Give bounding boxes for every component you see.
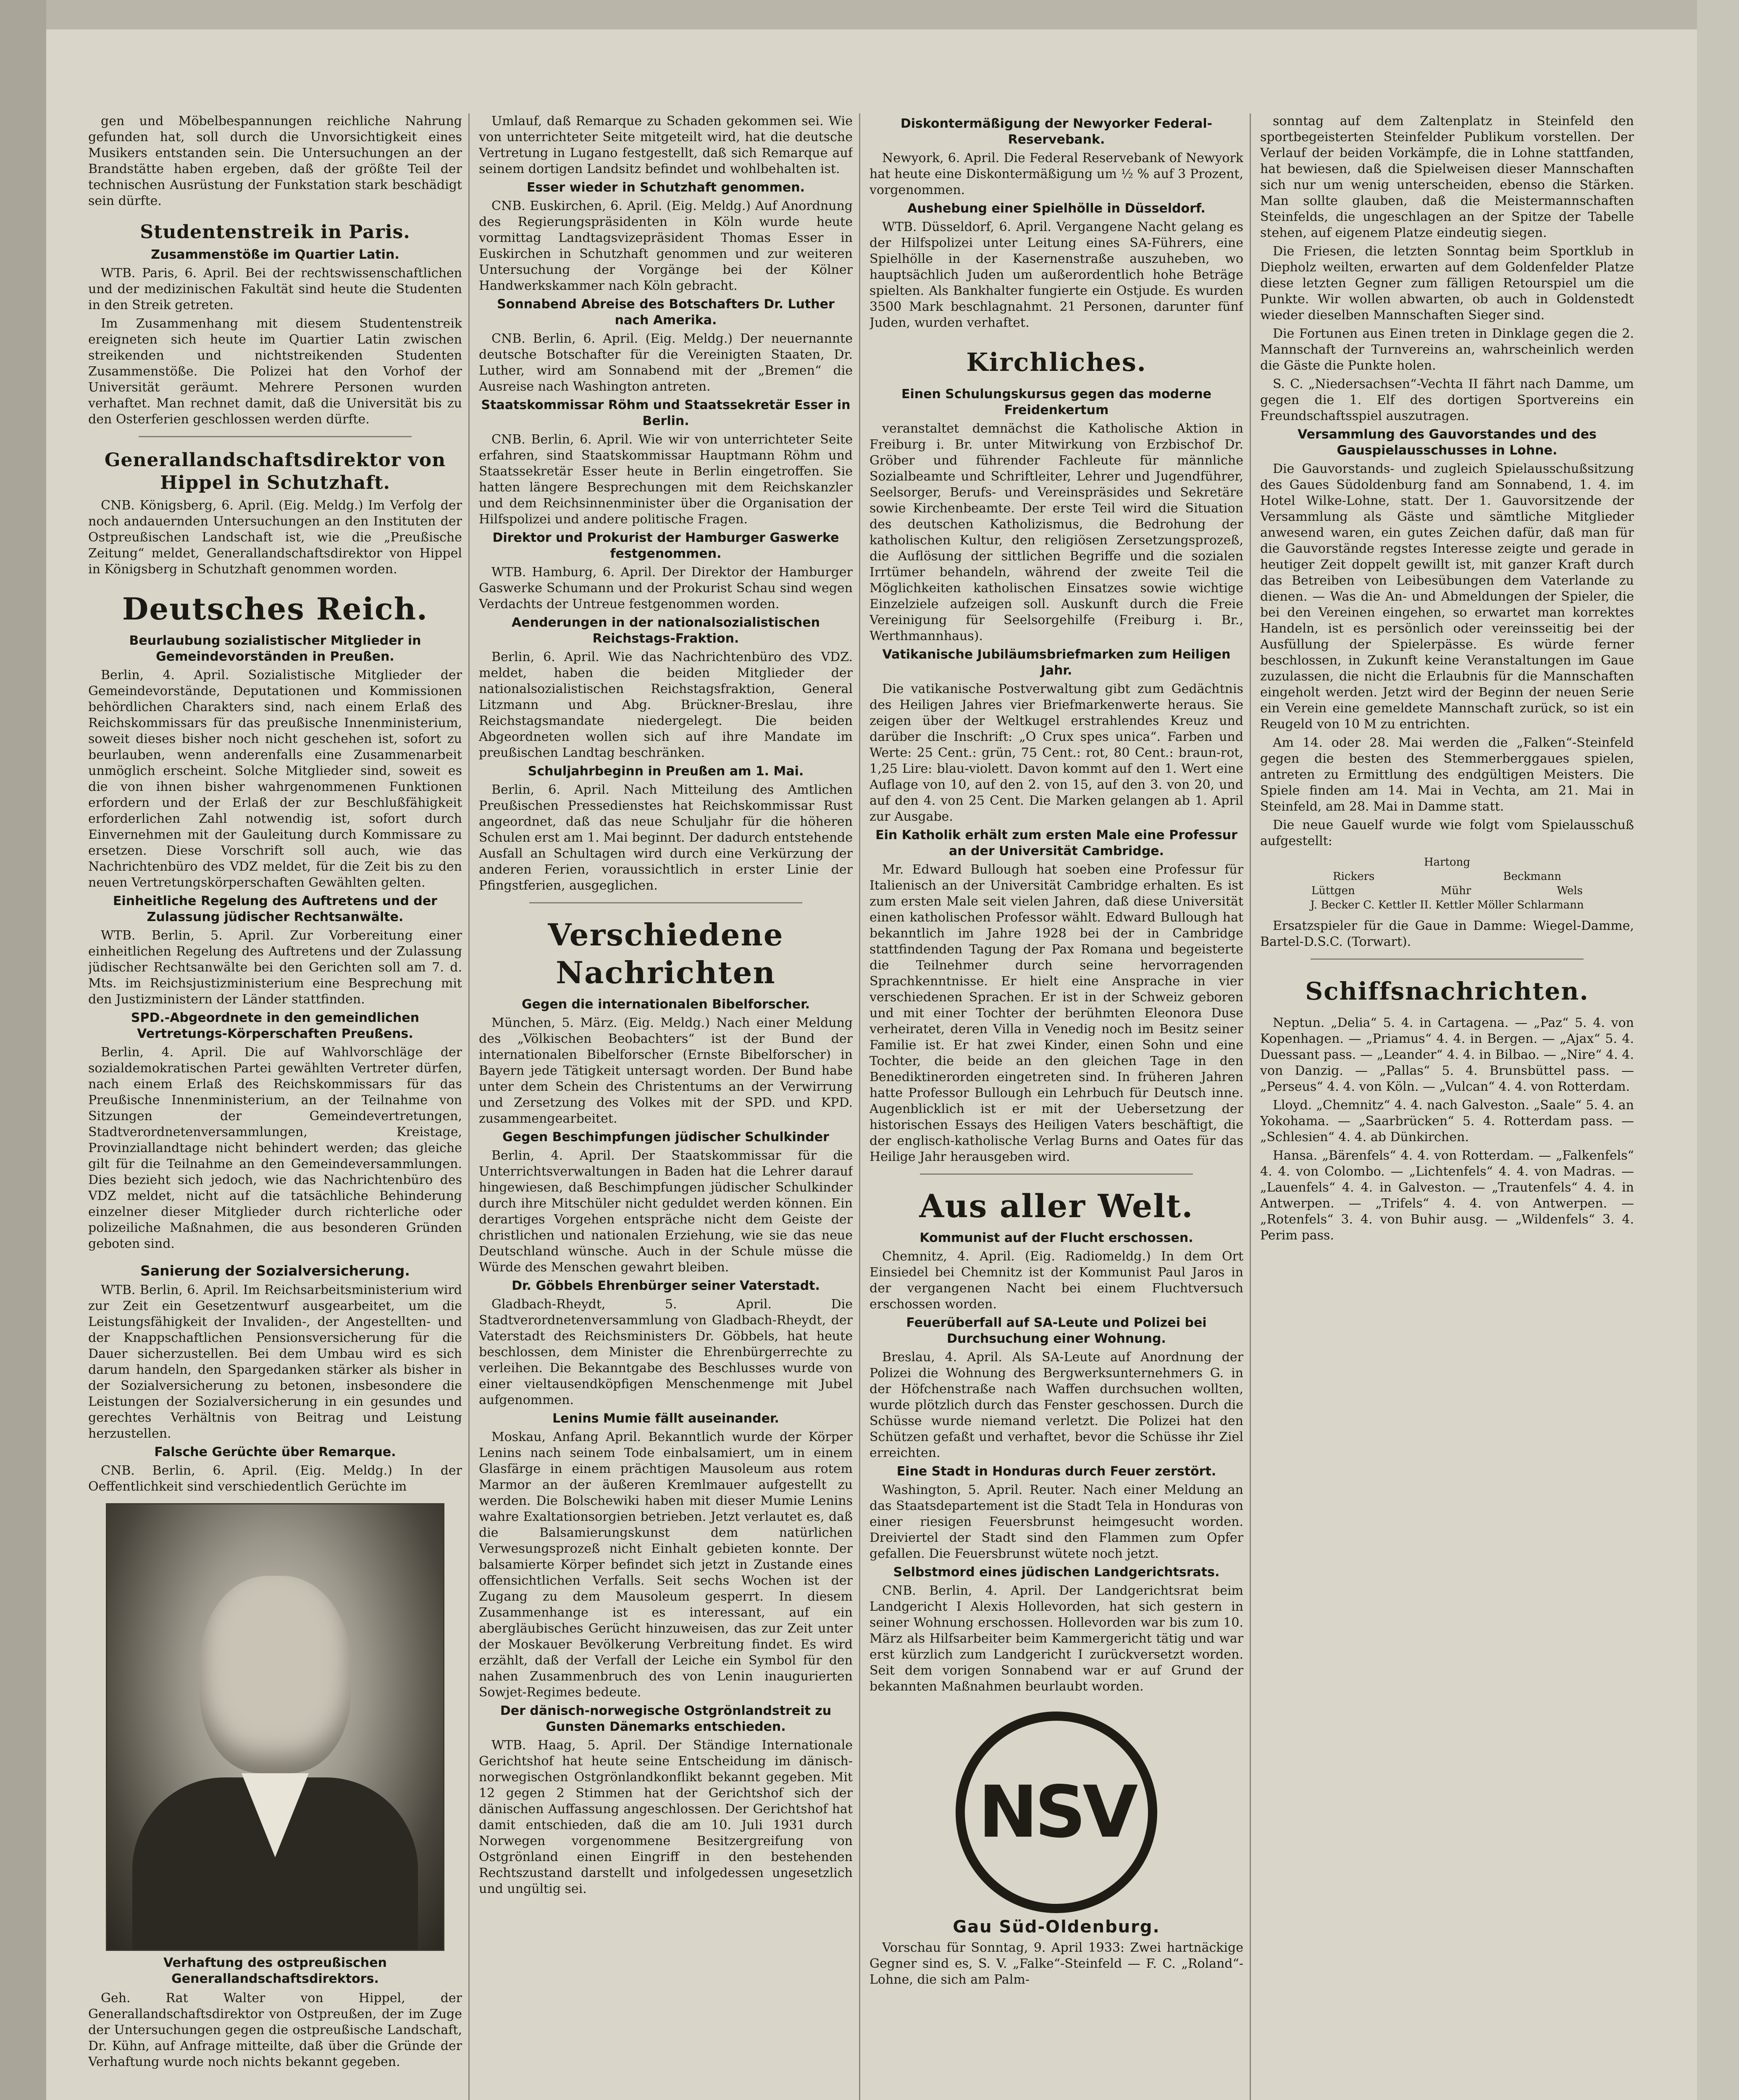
subheadline: Zusammenstöße im Quartier Latin. bbox=[151, 247, 399, 262]
subheadline: Esser wieder in Schutzhaft genommen. bbox=[526, 180, 805, 195]
article-text: Vorschau für Sonntag, 9. April 1933: Zwei hartnäckige Gegner sind es, S. V. „Falke“-Steinfeld — F. C. „Roland“-Lohne, die sich am Palm- bbox=[870, 1940, 1243, 1987]
section-title: Aus aller Welt. bbox=[919, 1187, 1194, 1225]
subheadline: Lenins Mumie fällt auseinander. bbox=[552, 1411, 779, 1426]
subheadline: Sonnabend Abreise des Botschafters Dr. Luther nach Amerika. bbox=[497, 297, 835, 328]
article-text: CNB. Berlin, 4. April. Der Landgerichtsrat beim Landgericht I Alexis Hollevorden, hat sich gestern in seiner Wohnung erschossen. Hollevorden war bis zum 10. März als Hilfsarbeiter beim Kammergericht tätig und war erst kürzlich zum Landgericht I zurückversetzt worden. Seit dem vorigen Sonnabend war er auf Grund der bekannten Maßnahmen beurlaubt worden. bbox=[870, 1583, 1243, 1694]
column-rule bbox=[1250, 113, 1251, 2100]
headline: Generallandschaftsdirektor von Hippel in Schutzhaft. bbox=[104, 449, 446, 494]
article-text: Hansa. „Bärenfels“ 4. 4. von Rotterdam. — „Falkenfels“ 4. 4. von Colombo. — „Lichtenfels“ 4. 4. von Madras. — „Lauenfels“ 4. 4. in Galveston. — „Trautenfels“ 4. 4. in Antwerpen. — „Trifels“ 4. 4. von Antwerpen. — „Rotenfels“ 3. 4. von Buhir ausg. — „Wildenfels“ 3. 4. Perim pass. bbox=[1260, 1148, 1634, 1243]
subheadline: Eine Stadt in Honduras durch Feuer zerstört. bbox=[896, 1464, 1216, 1479]
article-text: Berlin, 4. April. Die auf Wahlvorschläge der sozialdemokratischen Partei gewählten Vertreter dürfen, nach einem Erlaß des Reichskommissars für das Preußische Innenministerium, an der Teilnahme von Sitzungen der Gemeindevertretungen, Stadtverordnetenversammlungen, Kreistage, Provinziallandtage nicht behindert werden; das gleiche gilt für die Teilnahme an den Gemeindeversammlungen. Dies bezieht sich jedoch, wie das Nachrichtenbüro des VDZ meldet, nicht auf die tatsächliche Behinderung einzelner dieser Mitglieder durch richterliche oder polizeiliche Maßnahmen, die aus besonderen Gründen geboten sind. bbox=[88, 1045, 462, 1251]
headline: Studentenstreik in Paris. bbox=[140, 221, 410, 243]
subheadline: Aenderungen in der nationalsozialistischen Reichstags-Fraktion. bbox=[512, 615, 820, 646]
article-text: WTB. Berlin, 6. April. Im Reichsarbeitsministerium wird zur Zeit ein Gesetzentwurf ausgearbeitet, um die Leistungsfähigkeit der Invaliden-, der Angestellten- und der Knappschaftlichen Pensionsversicherung für die Dauer sicherzustellen. Bei dem Umbau wird es sich darum handeln, den Spargedanken stärker als bisher in der Sozialversicherung zu betonen, insbesondere die Leistungen der Sozialversicherung in ein gesundes und gerechtes Verhältnis von Beitrag und Leistung herzustellen. bbox=[88, 1283, 462, 1441]
column-4 bbox=[1260, 113, 1634, 2100]
subheadline: Schuljahrbeginn in Preußen am 1. Mai. bbox=[528, 764, 804, 779]
nsv-logo bbox=[956, 1712, 1157, 1913]
team-player: Lüttgen bbox=[1311, 885, 1355, 897]
article-text: Umlauf, daß Remarque zu Schaden gekommen sei. Wie von unterrichteter Seite mitgeteilt wird, hat die deutsche Vertretung in Lugano festgestellt, daß sich Remarque auf seinem dortigen Landsitz befindet und wohlbehalten ist. bbox=[479, 114, 853, 176]
article-text: Chemnitz, 4. April. (Eig. Radiomeldg.) In dem Ort Einsiedel bei Chemnitz ist der Kommunist Paul Jaros in der vergangenen Nacht bei einem Fluchtversuch erschossen worden. bbox=[870, 1249, 1243, 1312]
logo-caption: Gau Süd-Oldenburg. bbox=[953, 1917, 1160, 1937]
newspaper-page bbox=[46, 29, 1697, 2100]
article-text: veranstaltet demnächst die Katholische Aktion in Freiburg i. Br. unter Mitwirkung von Erzbischof Dr. Gröber und führender Fachleute für männliche Sozialbeamte und Schriftleiter, Lehrer und Jugendführer, Seelsorger, Berufs- und Vereinspräsides und Sekretäre sowie Kirchenbeamte. Der erste Teil wird die Situation des deutschen Katholizismus, die Bedrohung der katholischen Kultur, den religiösen Zersetzungsprozeß, die Auflösung der sittlichen Begriffe und die sozialen Irrtümer behandeln, während der zweite Teil die Möglichkeiten katholischen Einsatzes sowie wichtige Einzelziele aufzeigen soll. Auskunft durch die Freie Vereinigung für Seelsorgehilfe (Freiburg i. Br., Werthmannhaus). bbox=[870, 421, 1243, 643]
section-title: Kirchliches. bbox=[966, 348, 1147, 377]
subheadline: Einen Schulungskursus gegen das moderne Freidenkertum bbox=[901, 387, 1211, 417]
headline: Sanierung der Sozialversicherung. bbox=[140, 1263, 410, 1279]
team-player: Wels bbox=[1557, 885, 1583, 897]
team-player: J. Becker C. Kettler II. Kettler Möller Schlarmann bbox=[1310, 899, 1584, 911]
section-title: Deutsches Reich. bbox=[122, 591, 428, 627]
subheadline: Vatikanische Jubiläumsbriefmarken zum Heiligen Jahr. bbox=[882, 647, 1231, 678]
article-text: Moskau, Anfang April. Bekanntlich wurde der Körper Lenins nach seinem Tode einbalsamiert, um in einem Glasfärge in einem prächtigen Mausoleum aus rotem Marmor an der äußeren Kremlmauer aufgestellt zu werden. Die Bolschewiki haben mit dieser Mumie Lenins wahre Exaltationsorgien betrieben. Jetzt verlautet es, daß die Balsamierungskunst dem natürlichen Verwesungsprozeß nicht Einhalt gebieten konnte. Der balsamierte Körper befindet sich jetzt in Zustande eines offensichtlichen Verfalls. Seit sechs Wochen ist der Zugang zu dem Mausoleum gesperrt. In diesem Zusammenhange ist es interessant, auf ein abergläubisches Gerücht hinzuweisen, das zur Zeit unter der Moskauer Bevölkerung Verbreitung findet. Es wird erzählt, daß der Verfall der Leiche ein Symbol für den nahen Zusammenbruch des von Lenin inaugurierten Sowjet-Regimes bedeute. bbox=[479, 1430, 853, 1700]
column-3 bbox=[870, 113, 1243, 2100]
team-player: Mühr bbox=[1440, 885, 1471, 897]
subheadline: Der dänisch-norwegische Ostgrönlandstreit zu Gunsten Dänemarks entschieden. bbox=[500, 1704, 832, 1734]
article-text: Ersatzspieler für die Gaue in Damme: Wiegel-Damme, Bartel-D.S.C. (Torwart). bbox=[1260, 919, 1634, 949]
team-player: Beckmann bbox=[1503, 870, 1561, 883]
column-1 bbox=[88, 113, 462, 2100]
article-text: Washington, 5. April. Reuter. Nach einer Meldung an das Staatsdepartement ist die Stadt Tela in Honduras von einer riesigen Feuersbrunst heimgesucht worden. Dreiviertel der Stadt sind den Flammen zum Opfer gefallen. Die Feuersbrunst wütete noch jetzt. bbox=[870, 1483, 1243, 1561]
logo-text: NSV bbox=[978, 1771, 1135, 1854]
article-text: CNB. Königsberg, 6. April. (Eig. Meldg.) Im Verfolg der noch andauernden Untersuchungen an den Instituten der Ostpreußischen Landschaft ist, wie die „Preußische Zeitung“ meldet, Generallandschaftsdirektor von Hippel in Königsberg in Schutzhaft genommen worden. bbox=[88, 498, 462, 577]
subheadline: Kommunist auf der Flucht erschossen. bbox=[919, 1231, 1193, 1245]
article-text: Mr. Edward Bullough hat soeben eine Professur für Italienisch an der Universität Cambridge erhalten. Es ist zum ersten Male seit vielen Jahren, daß diese Universität einen katholischen Professor wählt. Edward Bullough hat bekanntlich im Jahre 1928 bei der in Cambridge stattfindenden Tagung der Pax Romana und begeisterte die Teilnehmer durch seine hervorragenden Sprachkenntnisse. Er hielt eine Ansprache in vier verschiedenen Sprachen. Er ist in der Schweiz geboren und mit einer Tochter der berühmten Eleonora Duse verheiratet, deren Villa in Venedig noch im Besitz seiner Familie ist. Er hat zwei Kinder, einen Sohn und eine Tochter, die beide an den gleichen Tage in den Benediktinerorden eingetreten sind. In früheren Jahren hatte Professor Bullough ein Lehrbuch für Deutsch inne. Augenblicklich ist er mit der Uebersetzung der historischen Essays des Heiligen Vaters beschäftigt, die der englisch-katholische Verlag Burns and Oates für das Heilige Jahr herausgeben wird. bbox=[870, 862, 1243, 1164]
article-text: Berlin, 4. April. Der Staatskommissar für die Unterrichtsverwaltungen in Baden hat die Lehrer darauf hingewiesen, daß Beschimpfungen jüdischer Schulkinder durch ihre Mitschüler nicht geduldet werden können. Ein derartiges Vorgehen entspräche nicht dem Geiste der christlichen und nationalen Erziehung, wie sie das neue Deutschland wünsche. Auch in der Schule müsse die Würde des Menschen gewahrt bleiben. bbox=[479, 1148, 853, 1275]
article-text: CNB. Euskirchen, 6. April. (Eig. Meldg.) Auf Anordnung des Regierungspräsidenten in Köln wurde heute vormittag Landtagsvizepräsident Thomas Esser in Euskirchen in Schutzhaft genommen und zur weiteren Untersuchung der Vorgänge bei der Kölner Handwerkskammer nach Köln gebracht. bbox=[479, 199, 853, 293]
article-text: Die Fortunen aus Einen treten in Dinklage gegen die 2. Mannschaft der Turnvereins an, wahrscheinlich werden die Gäste die Punkte holen. bbox=[1260, 326, 1634, 373]
article-text: gen und Möbelbespannungen reichliche Nahrung gefunden hat, soll durch die Unvorsichtigkeit eines Musikers entstanden sein. Die Untersuchungen an der Brandstätte haben ergeben, daß der größte Teil der technischen Ausrüstung der Funkstation stark beschädigt sein dürfte. bbox=[88, 114, 462, 208]
column-rule bbox=[859, 113, 860, 2100]
article-text: Berlin, 6. April. Nach Mitteilung des Amtlichen Preußischen Pressedienstes hat Reichskommissar Rust angeordnet, daß das neue Schuljahr für die höheren Schulen erst am 1. Mai beginnt. Der dadurch entstehende Ausfall an Schultagen wird durch eine Verkürzung der anderen Ferien, voraussichtlich in erster Linie der Pfingstferien, ausgeglichen. bbox=[479, 782, 853, 893]
subheadline: Versammlung des Gauvorstandes und des Gauspielausschusses in Lohne. bbox=[1298, 427, 1597, 458]
article-text: Am 14. oder 28. Mai werden die „Falken“-Steinfeld gegen die besten des Stemmerberggaues spielen, antreten zu Ermittlung des endgültigen Meisters. Die Spiele finden am 14. Mai in Vechta, am 21. Mai in Steinfeld, am 28. Mai in Damme statt. bbox=[1260, 735, 1634, 814]
separator bbox=[920, 1173, 1193, 1175]
article-text: Die neue Gauelf wurde wie folgt vom Spielausschuß aufgestellt: bbox=[1260, 818, 1634, 848]
photo-face bbox=[200, 1576, 351, 1773]
portrait-photo bbox=[106, 1503, 444, 1951]
article-text: Die Gauvorstands- und zugleich Spielausschußsitzung des Gaues Südoldenburg fand am Sonnabend, 1. 4. im Hotel Wilke-Lohne, statt. Der 1. Gauvorsitzende der Versammlung als Gäste und sämtliche Mitglieder anwesend waren, ein gutes Zeichen dafür, daß man für die Gauvorstände regstes Interesse zeigte und gerade in heutiger Zeit doppelt gewillt ist, mit ganzer Kraft durch das Betreiben von Leibesübungen dem Vaterlande zu dienen. — Was die An- und Abmeldungen der Spieler, die bei den Vereinen eingehen, so erwartet man korrektes Handeln, ist es persönlich oder vereinsseitig bei der Ausfüllung der Spielerpässe. Es würde ferner beschlossen, in Zukunft keine Veranstaltungen im Gaue zuzulassen, die nicht die Erlaubnis für die Mannschaften eingeholt werden. Jetzt wird der Beginn der neuen Serie ein Verein eine gemeldete Mannschaft zurück, so ist ein Reugeld von 10 M zu entrichten. bbox=[1260, 462, 1634, 732]
subheadline: Dr. Göbbels Ehrenbürger seiner Vaterstadt. bbox=[512, 1278, 820, 1293]
subheadline: Aushebung einer Spielhölle in Düsseldorf. bbox=[907, 201, 1206, 216]
column-2 bbox=[479, 113, 853, 2100]
article-text: Im Zusammenhang mit diesem Studentenstreik ereigneten sich heute im Quartier Latin zwischen streikenden und nichtstreikenden Studenten Zusammenstöße. Die Polizei hat den Vorhof der Universität geräumt. Mehrere Personen wurden verhaftet. Man rechnet damit, daß die Universität bis zu den Osterferien geschlossen werden dürfte. bbox=[88, 316, 462, 427]
article-text: Newyork, 6. April. Die Federal Reservebank of Newyork hat heute eine Diskontermäßigung um ½ % auf 3 Prozent, vorgenommen. bbox=[870, 151, 1243, 197]
subheadline: Gegen Beschimpfungen jüdischer Schulkinder bbox=[502, 1130, 829, 1144]
article-text: WTB. Berlin, 5. April. Zur Vorbereitung einer einheitlichen Regelung des Auftretens und der Zulassung jüdischer Rechtsanwälte bei den Gerichten soll am 7. d. Mts. im Reichsjustizministerium eine Besprechung mit den Justizministern der Länder stattfinden. bbox=[88, 928, 462, 1007]
article-text: CNB. Berlin, 6. April. Wie wir von unterrichteter Seite erfahren, sind Staatskommissar Hauptmann Röhm und Staatssekretär Esser heute in Berlin eingetroffen. Sie hatten längere Besprechungen mit dem Reichskanzler und dem Reichsinnenminister über die Organisation der Hilfspolizei und andere politische Fragen. bbox=[479, 432, 853, 527]
separator bbox=[139, 436, 412, 437]
subheadline: Selbstmord eines jüdischen Landgerichtsrats. bbox=[893, 1565, 1220, 1580]
article-text: CNB. Berlin, 6. April. (Eig. Meldg.) In der Oeffentlichkeit sind verschiedentlich Gerüchte im bbox=[88, 1463, 462, 1494]
article-text: Neptun. „Delia“ 5. 4. in Cartagena. — „Paz“ 5. 4. von Kopenhagen. — „Priamus“ 4. 4. in Bergen. — „Ajax“ 5. 4. Duessant pass. — „Leander“ 4. 4. in Bilbao. — „Nire“ 4. 4. von Danzig. — „Pallas“ 5. 4. Brunsbüttel pass. — „Perseus“ 4. 4. von Köln. — „Vulcan“ 4. 4. von Rotterdam. bbox=[1260, 1016, 1634, 1094]
photo-caption: Geh. Rat Walter von Hippel, der Generallandschaftsdirektor von Ostpreußen, der im Zuge der Untersuchungen gegen die ostpreußische Landschaft, Dr. Kühn, auf Anfrage mitteilte, daß über die Gründe der Verhaftung wurde noch nichts bekannt gegeben. bbox=[88, 1991, 462, 2069]
article-text: CNB. Berlin, 6. April. (Eig. Meldg.) Der neuernannte deutsche Botschafter für die Vereinigten Staaten, Dr. Luther, wird am Sonnabend mit der „Bremen“ die Ausreise nach Washington antreten. bbox=[479, 331, 853, 394]
photo-caption-title: Verhaftung des ostpreußischen Generallandschaftsdirektors. bbox=[163, 1956, 387, 1986]
article-text: Die vatikanische Postverwaltung gibt zum Gedächtnis des Heiligen Jahres vier Briefmarkenwerte heraus. Sie zeigen über der Weltkugel erstrahlendes Kreuz und darüber die Inschrift: „O Crux spes unica“. Farben und Werte: 25 Cent.: grün, 75 Cent.: rot, 80 Cent.: braun-rot, 1,25 Lire: blau-violett. Davon kommt auf den 1. Wert eine Auflage von 10, auf den 2. von 15, auf den 3. von 20, und auf den 4. von 25 Cent. Die Marken gelangen ab 1. April zur Ausgabe. bbox=[870, 682, 1243, 824]
subheadline: Falsche Gerüchte über Remarque. bbox=[154, 1445, 396, 1460]
article-text: Lloyd. „Chemnitz“ 4. 4. nach Galveston. „Saale“ 5. 4. an Yokohama. — „Saarbrücken“ 5. 4. Rotterdam pass. — „Schlesien“ 4. 4. ab Dünkirchen. bbox=[1260, 1098, 1634, 1144]
article-text: S. C. „Niedersachsen“-Vechta II fährt nach Damme, um gegen die 1. Elf des dortigen Sportvereins ein Freundschaftsspiel auszutragen. bbox=[1260, 377, 1634, 423]
article-text: WTB. Düsseldorf, 6. April. Vergangene Nacht gelang es der Hilfspolizei unter Leitung eines SA-Führers, eine Spielhölle in der Kasernenstraße auszuheben, wo hauptsächlich Juden um außerordentlich hohe Beträge spielten. Als Bankhalter fungierte ein Ostjude. Es wurden 3500 Mark beschlagnahmt. 21 Personen, darunter fünf Juden, wurden verhaftet. bbox=[870, 220, 1243, 330]
subheadline: Direktor und Prokurist der Hamburger Gaswerke festgenommen. bbox=[492, 530, 839, 561]
article-text: Berlin, 6. April. Wie das Nachrichtenbüro des VDZ. meldet, haben die beiden Mitglieder der nationalsozialistischen Reichstagsfraktion, General Litzmann und Abg. Brückner-Breslau, ihre Reichstagsmandate niedergelegt. Die beiden Abgeordneten wollen sich auf ihre Mandate im preußischen Landtag beschränken. bbox=[479, 650, 853, 760]
subheadline: Ein Katholik erhält zum ersten Male eine Professur an der Universität Cambridge. bbox=[875, 828, 1237, 858]
team-lineup bbox=[1269, 855, 1626, 912]
subheadline: Feuerüberfall auf SA-Leute und Polizei bei Durchsuchung einer Wohnung. bbox=[906, 1315, 1207, 1346]
separator bbox=[529, 902, 802, 903]
article-text: sonntag auf dem Zaltenplatz in Steinfeld den sportbegeisterten Steinfelder Publikum vorstellen. Der Verlauf der beiden Vorkämpfe, die in Lohne stattfanden, hat bewiesen, daß die Spielweisen dieser Mannschaften sich nur um wenig unterscheiden, ebenso die Stärken. Man sollte glauben, daß die Meistermannschaften Steinfelds, die ungeschlagen an der Spitze der Tabelle stehen, auf eigenem Platze eindeutig siegen. bbox=[1260, 114, 1634, 240]
team-player: Hartong bbox=[1424, 856, 1471, 869]
section-title: Verschiedene Nachrichten bbox=[548, 917, 784, 990]
subheadline: Diskontermäßigung der Newyorker Federal-Reservebank. bbox=[900, 116, 1213, 147]
article-text: WTB. Paris, 6. April. Bei der rechtswissenschaftlichen und der medizinischen Fakultät sind heute die Studenten in den Streik getreten. bbox=[88, 266, 462, 312]
team-player: Rickers bbox=[1333, 870, 1375, 883]
article-text: WTB. Hamburg, 6. April. Der Direktor der Hamburger Gaswerke Schumann und der Prokurist Schau sind wegen Verdachts der Untreue festgenommen worden. bbox=[479, 565, 853, 612]
subheadline: Staatskommissar Röhm und Staatssekretär Esser in Berlin. bbox=[481, 398, 851, 428]
subheadline: Beurlaubung sozialistischer Mitglieder in Gemeindevorständen in Preußen. bbox=[129, 633, 421, 664]
subheadline: SPD.-Abgeordnete in den gemeindlichen Vertretungs-Körperschaften Preußens. bbox=[131, 1011, 420, 1041]
subheadline: Gegen die internationalen Bibelforscher. bbox=[521, 997, 810, 1012]
article-text: München, 5. März. (Eig. Meldg.) Nach einer Meldung des „Völkischen Beobachters“ ist der Bund der internationalen Bibelforscher (Ernste Bibelforscher) in Bayern jede Tätigkeit untersagt worden. Der Bund habe unter dem Schein des Christentums an der Verwirrung und Zersetzung des Volkes mit der SPD. und KPD. zusammengearbeitet. bbox=[479, 1016, 853, 1126]
separator bbox=[1311, 958, 1584, 960]
article-text: Gladbach-Rheydt, 5. April. Die Stadtverordnetenversammlung von Gladbach-Rheydt, der Vaterstadt des Reichsministers Dr. Göbbels, hat heute beschlossen, dem Minister die Ehrenbürgerrechte zu verleihen. Die Bekanntgabe des Beschlusses wurde von einer vieltausendköpfigen Menschenmenge mit Jubel aufgenommen. bbox=[479, 1297, 853, 1407]
article-text: Breslau, 4. April. Als SA-Leute auf Anordnung der Polizei die Wohnung des Bergwerksunternehmers G. in der Höfchenstraße nach Waffen durchsuchen wollten, wurde plötzlich durch das Fenster geschossen. Durch die Schüsse wurde niemand verletzt. Die Polizei hat den Schützen gefaßt und verhaftet, bevor die Schüsse ihr Ziel erreichten. bbox=[870, 1350, 1243, 1460]
column-rule bbox=[468, 113, 470, 2100]
page-right-edge bbox=[1697, 0, 1739, 2100]
subheadline: Einheitliche Regelung des Auftretens und der Zulassung jüdischer Rechtsanwälte. bbox=[113, 894, 437, 924]
article-text: WTB. Haag, 5. April. Der Ständige Internationale Gerichtshof hat heute seine Entscheidung im dänisch-norwegischen Ostgrönlandkonflikt bekannt gegeben. Mit 12 gegen 2 Stimmen hat der Gerichtshof sich der dänischen Auffassung angeschlossen. Der Gerichtshof hat damit entschieden, daß die am 10. Juli 1931 durch Norwegen vorgenommene Besitzergreifung von Ostgrönland einen Eingriff in den bestehenden Rechtszustand darstellt und infolgedessen ungesetzlich und ungültig sei. bbox=[479, 1738, 853, 1896]
article-text: Berlin, 4. April. Sozialistische Mitglieder der Gemeindevorstände, Deputationen und Kommissionen behördlichen Charakters sind, nach einem Erlaß des Reichskommissars für das preußische Innenministerium, soweit dieses bisher noch nicht geschehen ist, sofort zu beurlauben, wenn anderenfalls eine Zusammenarbeit unmöglich erscheint. Solche Mitglieder sind, soweit es die von ihnen bisher wahrgenommenen Funktionen erfordern und der Erlaß der zur Beschlußfähigkeit erforderlichen Zahl notwendig ist, sofort durch Einvernehmen mit der Gauleitung durch Kommissare zu ersetzen. Diese Vorschrift soll auch, wie das Nachrichtenbüro des VDZ meldet, für die Zeit bis zu den neuen Vertretungskörperschaften Gewählten gelten. bbox=[88, 668, 462, 890]
section-title: Schiffsnachrichten. bbox=[1305, 977, 1589, 1005]
article-text: Die Friesen, die letzten Sonntag beim Sportklub in Diepholz weilten, erwarten auf dem Goldenfelder Platze diese letzten Gegner zum fälligen Retourspiel um die Punkte. Wir wollen abwarten, ob auch in Goldenstedt wieder dieselben Mannschaften Sieger sind. bbox=[1260, 244, 1634, 323]
page-left-edge bbox=[0, 0, 46, 2100]
